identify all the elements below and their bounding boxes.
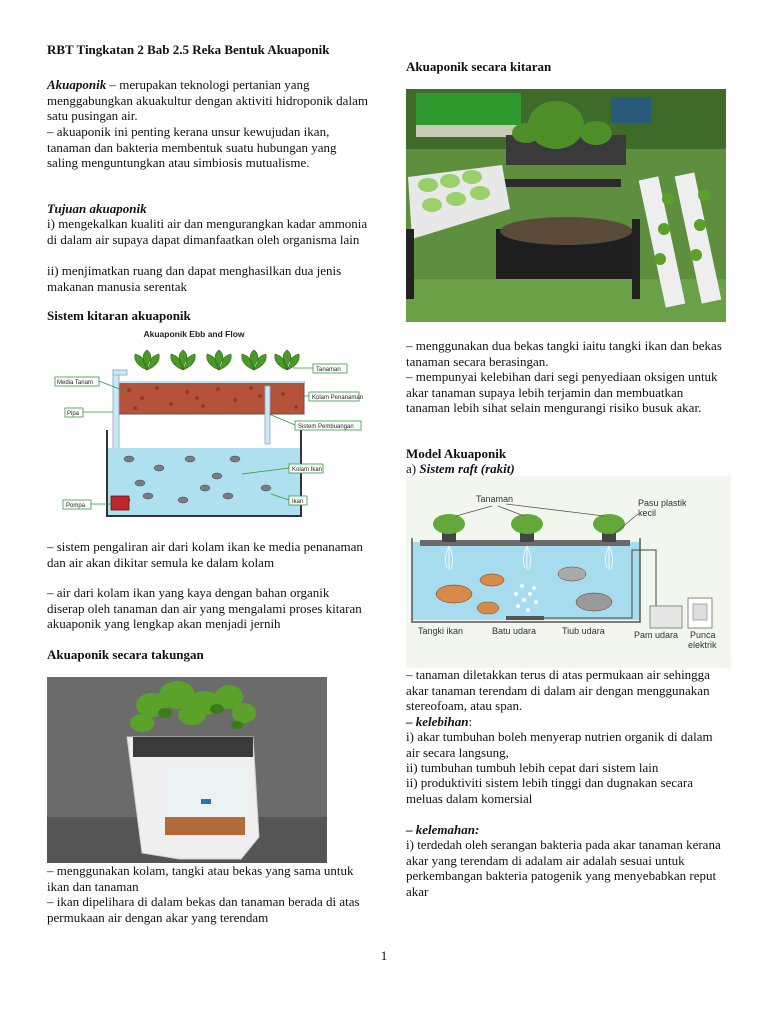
label-kolam-ikan: Kolam Ikan [292, 467, 323, 473]
sistem-kitaran-point-2: – air dari kolam ikan yang kaya dengan bahan organik diserap oleh tanaman dan air yang mengalami proses kitaran akuaponik yang lengkap akan menjadi jernih [47, 585, 362, 631]
raft-diagram [406, 476, 731, 668]
grow-bed [119, 382, 304, 414]
kitaran-photo [406, 89, 726, 322]
intro-def-text: – merupakan teknologi pertanian yang menggabungkan akuakultur dengan aktiviti hidroponik dalam satu pusingan air. [47, 77, 368, 123]
model-desc: – tanaman diletakkan terus di atas permukaan air sehingga akar tanaman terendam di dalam air dengan menggunakan stereofoam, atau span. [406, 667, 710, 713]
raft-label-punca-1: Punca [690, 630, 716, 640]
intro-definition [47, 77, 369, 124]
takungan-point-1: – menggunakan kolam, tangki atau bekas yang sama untuk ikan dan tanaman [47, 863, 354, 894]
raft-label-tangki: Tangki ikan [418, 626, 464, 636]
intro-term: Akuaponik [47, 77, 107, 92]
kelebihan-item-1: i) akar tumbuhan boleh menyerap nutrien organik di dalam air secara langsung, [406, 729, 713, 760]
model-subheading [406, 461, 515, 477]
model-sub-title: Sistem raft (rakit) [419, 461, 515, 476]
raft-label-pasu-2: kecil [638, 508, 657, 518]
model-heading: Model Akuaponik [406, 446, 507, 461]
label-pompa: Pompa [66, 503, 86, 509]
takungan-point-2: – ikan dipelihara di dalam bekas dan tanaman berada di atas permukaan air dengan akar yang terendam [47, 894, 360, 925]
ebb-flow-title: Akuaponik Ebb and Flow [143, 329, 245, 339]
kitaran-point-1: – menggunakan dua bekas tangki iaitu tangki ikan dan bekas tanaman secara berasingan. [406, 338, 722, 369]
tujuan-item-1: i) mengekalkan kualiti air dan mengurangkan kadar ammonia di dalam air supaya dapat dimanfaatkan oleh organisma lain [47, 216, 368, 247]
label-media-tanam: Media Tanam [57, 380, 93, 386]
raft-label-punca-2: elektrik [688, 640, 717, 650]
label-sistem-pembuangan: Sistem Pembuangan [298, 424, 354, 430]
air-pump-icon [650, 606, 682, 628]
document-title: RBT Tingkatan 2 Bab 2.5 Reka Bentuk Akuaponik [47, 42, 330, 57]
kelebihan-label: – kelebihan [406, 714, 469, 729]
kelebihan-item-3: ii) produktiviti sistem lebih tinggi dan dugnakan secara meluas dalam komersial [406, 775, 694, 806]
kelemahan-heading: – kelemahan: [406, 822, 480, 837]
page-number: 1 [380, 948, 388, 963]
raft-label-pam: Pam udara [634, 630, 679, 640]
takungan-photo [47, 677, 327, 863]
sistem-kitaran-point-1: – sistem pengaliran air dari kolam ikan ke media penanaman dan air akan dikitar semula ke dalam kolam [47, 539, 363, 570]
raft-label-tiub: Tiub udara [562, 626, 605, 636]
takungan-heading: Akuaponik secara takungan [47, 647, 204, 662]
kitaran-point-2: – mempunyai kelebihan dari segi penyediaan oksigen untuk akar tanaman supaya lebih terjamin dan membuatkan tanaman lebih sihat selain mengurangi risiko busuk akar. [406, 369, 718, 415]
pump-icon [111, 496, 129, 510]
raft-label-batu: Batu udara [492, 626, 537, 636]
label-ikan: Ikan [292, 499, 304, 505]
ebb-flow-diagram [47, 326, 369, 536]
kelemahan-item-1: i) terdedah oleh serangan bakteria pada akar tanaman kerana akar yang terendam di adalam air adalah sesuai untuk perkembangan bakteria patogenik yang menyebabkan reput akar [406, 837, 721, 899]
tujuan-heading: Tujuan akuaponik [47, 201, 147, 216]
label-tanaman: Tanaman [316, 367, 341, 373]
intro-point: – akuaponik ini penting kerana unsur kewujudan ikan, tanaman dan bakteria membentuk suatu hubungan yang saling menguntungkan atau simbiosis mutualisme. [47, 124, 337, 170]
sistem-kitaran-heading: Sistem kitaran akuaponik [47, 308, 191, 323]
tujuan-item-2: ii) menjimatkan ruang dan dapat menghasilkan dua jenis makanan manusia serentak [47, 263, 342, 294]
raft-label-pasu-1: Pasu plastik [638, 498, 687, 508]
label-kolam-penanaman: Kolam Penanaman [312, 395, 364, 401]
kitaran-heading: Akuaponik secara kitaran [406, 59, 552, 74]
kelebihan-item-2: ii) tumbuhan tumbuh lebih cepat dari sistem lain [406, 760, 659, 775]
kelebihan-heading [406, 714, 472, 730]
model-sub-prefix: a) [406, 461, 420, 476]
kelebihan-colon: : [468, 714, 473, 729]
label-pipa: Pipa [67, 411, 80, 417]
raft-label-tanaman: Tanaman [476, 494, 514, 504]
